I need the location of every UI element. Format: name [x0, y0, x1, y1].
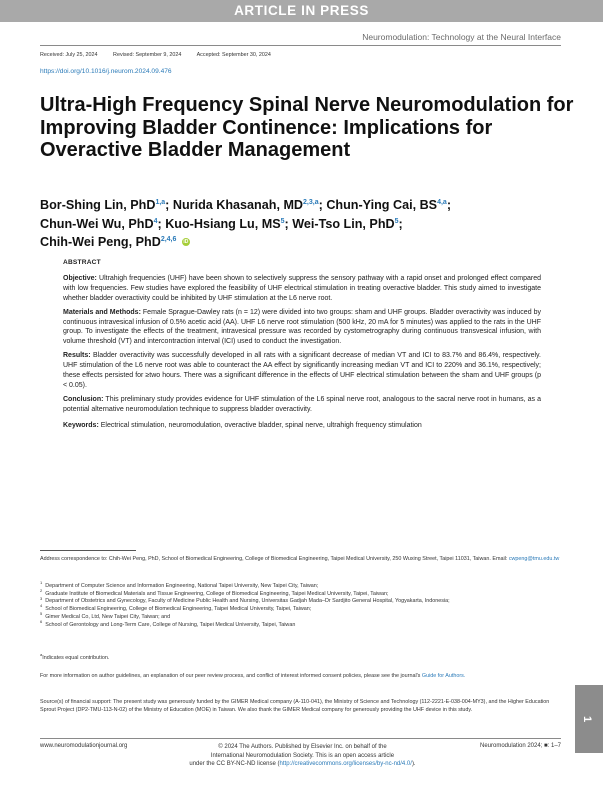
doi-link[interactable]: https://doi.org/10.1016/j.neurom.2024.09.476	[40, 68, 172, 75]
keywords-text: Electrical stimulation, neuromodulation, overactive bladder, spinal nerve, ultrahigh frequency stimulation	[100, 421, 422, 429]
journal-header: Neuromodulation: Technology at the Neural Interface	[40, 30, 561, 46]
affiliation-text: Department of Obstetrics and Gynecology, Faculty of Medicine Public Health and Nursing, Universitas Gadjah Mada–Dr Sardjito General Hospital, Yogyakarta, Indonesia;	[45, 598, 450, 605]
revised-date: Revised: September 9, 2024	[113, 52, 182, 58]
author-name: Chih-Wei Peng, PhD	[40, 235, 161, 250]
copyright-line: under the CC BY-NC-ND license (	[189, 761, 280, 768]
affiliation-number: 5	[40, 611, 43, 617]
abstract-objective	[63, 274, 541, 304]
footnote-divider	[40, 550, 136, 551]
guide-for-authors-link[interactable]: Guide for Authors.	[421, 673, 466, 679]
affiliation-item	[40, 595, 564, 609]
affiliation-number: 1	[40, 580, 43, 586]
affiliation-text: Graduate Institute of Biomedical Materials and Tissue Engineering, College of Biomedical Engineering, Taipei Medical University, Taipei, Taiwan;	[45, 590, 389, 597]
affiliation-number: 4	[40, 603, 43, 609]
abstract-section	[63, 258, 541, 435]
author-affiliation-sup[interactable]: 2,3,a	[303, 198, 319, 206]
affiliation-number: 3	[40, 595, 43, 601]
journal-website-link[interactable]: www.neuromodulationjournal.org	[40, 743, 128, 749]
affiliation-text: School of Biomedical Engineering, College of Biomedical Engineering, Taipei Medical University, Taipei, Taiwan;	[45, 606, 312, 613]
author-name: Wei-Tso Lin, PhD	[292, 216, 395, 231]
affiliation-item	[40, 580, 564, 591]
affiliation-item	[40, 611, 564, 622]
correspondence-note	[40, 556, 564, 564]
affiliations-list	[40, 580, 564, 629]
author-separator: ;	[318, 198, 327, 212]
author-list	[40, 196, 580, 252]
received-date: Received: July 25, 2024	[40, 52, 98, 58]
results-text: Bladder overactivity was successfully developed in all rats with a significant decrease of median VT and ICI to 83.7% and 86.4%, respectively. UHF stimulation of the L6 nerve root was able to counteract the AA effect by significantly increasing median VT and ICI to 220% and 36.1%, respectively; these effects persisted for ≥two hours. There was a significant difference in the effects of UHF electrical stimulation between the sham and UHF groups (p < 0.05).	[63, 352, 541, 389]
page-number: 1	[581, 715, 594, 723]
copyright-line-end: ).	[411, 761, 416, 768]
abstract-conclusion	[63, 395, 541, 415]
author-name: Chun-Wei Wu, PhD	[40, 216, 154, 231]
abstract-results	[63, 351, 541, 391]
abstract-heading: ABSTRACT	[63, 259, 101, 266]
correspondence-text: Address correspondence to: Chih-Wei Peng, PhD, School of Biomedical Engineering, College of Biomedical Engineering, Taipei Medical University, 250 Wuxing Street, Taipei 11031, Taiwan. Email:	[40, 556, 508, 562]
copyright-line: International Neuromodulation Society. This is an open access article	[210, 752, 395, 759]
author-affiliation-sup[interactable]: 5	[280, 217, 285, 225]
copyright-line: © 2024 The Authors. Published by Elsevier Inc. on behalf of the	[218, 744, 387, 750]
keywords-label: Keywords:	[63, 421, 99, 429]
author-affiliation-sup[interactable]: 4,a	[437, 198, 447, 206]
author-affiliation-sup[interactable]: 2,4,6	[160, 236, 177, 244]
guidelines-note	[40, 673, 564, 681]
footer-divider	[40, 738, 561, 739]
author-affiliation-sup[interactable]: 4	[153, 217, 158, 225]
affiliation-text: Department of Computer Science and Information Engineering, National Taipei University, New Taipei City, Taiwan;	[45, 583, 319, 589]
author-separator: ;	[284, 216, 293, 231]
author-separator: ;	[157, 216, 166, 231]
author-affiliation-sup[interactable]: 5	[394, 217, 399, 225]
conclusion-label: Conclusion:	[63, 395, 104, 403]
correspondence-email-link[interactable]: cwpeng@tmu.edu.tw	[508, 556, 560, 562]
methods-label: Materials and Methods:	[63, 308, 141, 316]
author-separator: ;	[398, 216, 403, 231]
objective-label: Objective:	[63, 274, 97, 282]
author-name: Kuo-Hsiang Lu, MS	[165, 216, 281, 231]
affiliation-item	[40, 618, 564, 630]
objective-text: Ultrahigh frequencies (UHF) have been shown to selectively suppress the sensory pathway with a rapid onset and prolonged effect compared with low frequencies. Few studies have explored the feasibility of UHF electrical stimulation in treating overactive bladder. This study aimed to investigate whether bladder overactivity could be inhibited by UHF stimulation at the L6 nerve root.	[63, 274, 541, 302]
page-number-tab	[575, 685, 603, 753]
author-name: Chun-Ying Cai, BS	[326, 198, 438, 212]
author-name: Nurida Khasanah, MD	[172, 198, 304, 212]
article-title: Ultra-High Frequency Spinal Nerve Neuromodulation for Improving Bladder Continence: Implications for Overactive Bladder Management	[40, 94, 574, 161]
abstract-methods	[63, 308, 541, 348]
accepted-date: Accepted: September 30, 2024	[196, 52, 271, 58]
journal-citation: Neuromodulation 2024; ■: 1–7	[479, 743, 561, 749]
methods-text: Female Sprague-Dawley rats (n = 12) were divided into two groups: sham and UHF groups. Bladder overactivity was induced by continuous intravesical infusion of 0.5% acetic acid (AA). UHF L6 nerve root stimulation (500 kHz, 20 mA for 5 minutes) was applied to the rats in the UHF group. To investigate the effects of the treatment, intravesical pressure was recorded by cystometrography during continuous transvesical infusion, with volume threshold (VT) and intercontraction interval (ICI) used to conduct the investigation.	[63, 308, 541, 346]
orcid-icon[interactable]: iD	[183, 239, 189, 246]
article-dates	[40, 52, 285, 58]
equal-contribution-sup: a	[40, 652, 43, 658]
author-affiliation-sup[interactable]: 1,a	[155, 198, 166, 206]
license-link[interactable]: http://creativecommons.org/licenses/by-nc-nd/4.0/	[279, 761, 412, 768]
affiliation-number: 2	[40, 587, 43, 593]
copyright-notice	[165, 743, 440, 769]
results-label: Results:	[63, 352, 91, 360]
author-name: Bor-Shing Lin, PhD	[40, 198, 156, 212]
equal-contribution-text: Indicates equal contribution.	[42, 655, 110, 661]
author-separator: ;	[446, 198, 452, 212]
equal-contribution-note	[40, 652, 564, 663]
guidelines-text: For more information on author guidelines, an explanation of our peer review process, and conflict of interest informed consent policies, please see the journal's	[40, 673, 421, 679]
affiliation-text: Gimer Medical Co, Ltd, New Taipei City, Taiwan; and	[45, 613, 171, 620]
conclusion-text: This preliminary study provides evidence for UHF stimulation of the L6 spinal nerve root, analogous to the sacral nerve root in humans, as a potential alternative neuromodulation technique to suppress bladder overactivity.	[63, 395, 541, 413]
funding-note: Source(s) of financial support: The present study was generously funded by the GIMER Medical company (A-110-041), the Ministry of Science and Technology (112-2221-E-038-004-MY3), and the Higher Education Sprout Project (DP2-TMU-113-N-02) of the Ministry of Education (MOE) in Taiwan. We also thank the GIMER Medical company for generously providing the UHF device in this study.	[40, 699, 550, 713]
affiliation-number: 6	[40, 618, 43, 624]
article-in-press-banner: ARTICLE IN PRESS	[0, 0, 603, 22]
affiliation-text: School of Gerontology and Long-Term Care, College of Nursing, Taipei Medical University, Taipei, Taiwan	[45, 621, 296, 628]
author-separator: ;	[165, 198, 173, 212]
abstract-keywords	[63, 421, 541, 431]
